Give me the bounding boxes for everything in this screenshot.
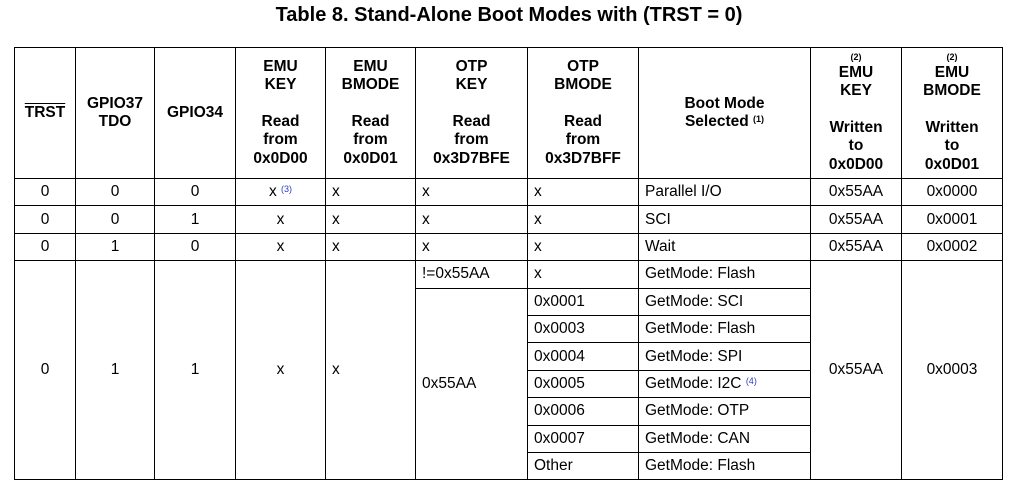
header-trst: TRST [15, 48, 76, 179]
footnote-ref-1: (1) [753, 114, 765, 124]
cell-otp-key: x [416, 233, 528, 260]
cell-emu-key: x $^{(3)}$ [236, 179, 326, 206]
cell-boot-mode: GetMode: SCI [639, 288, 811, 315]
boot-modes-table [14, 47, 1003, 480]
cell-otp-bmode: 0x0003 [528, 315, 639, 342]
cell-otp-key: x [416, 179, 528, 206]
cell-boot-mode: GetMode: SPI [639, 343, 811, 370]
cell-emu-key: x [236, 206, 326, 233]
table-row [15, 206, 1003, 233]
header-gpio37: GPIO37 TDO [76, 48, 155, 179]
cell-gpio34: 0 [155, 179, 236, 206]
cell-otp-bmode: x [528, 206, 639, 233]
cell-boot-mode: Wait [639, 233, 811, 260]
cell-boot-mode: Parallel I/O [639, 179, 811, 206]
footnote-ref-3: (3) [281, 184, 293, 195]
cell-otp-bmode: x [528, 233, 639, 260]
cell-trst: 0 [15, 206, 76, 233]
cell-emu-key: x [236, 261, 326, 480]
cell-otp-key: !=0x55AA [416, 261, 528, 288]
cell-boot-mode: GetMode: OTP [639, 398, 811, 425]
cell-gpio34: 1 [155, 206, 236, 233]
cell-otp-bmode: 0x0004 [528, 343, 639, 370]
table-row [15, 233, 1003, 260]
cell-emu-bmode: x [326, 179, 416, 206]
cell-emu-key-written: 0x55AA [811, 261, 902, 480]
cell-otp-bmode: x [528, 261, 639, 288]
cell-emu-bmode: x [326, 206, 416, 233]
cell-gpio34: 1 [155, 261, 236, 480]
header-gpio34: GPIO34 [155, 48, 236, 179]
header-emu-key-written: (2) EMU KEY Written to 0x0D00 [811, 48, 902, 179]
table-row [15, 179, 1003, 206]
cell-otp-bmode: x [528, 179, 639, 206]
cell-otp-bmode: Other [528, 452, 639, 479]
cell-emu-key-written: 0x55AA [811, 179, 902, 206]
cell-trst: 0 [15, 179, 76, 206]
cell-boot-mode: GetMode: I2C $^{(4)}$ [639, 370, 811, 397]
header-boot-mode: Boot Mode Selected $^{(1)}$ [639, 48, 811, 179]
cell-boot-mode: GetMode: Flash [639, 261, 811, 288]
cell-emu-bmode-written: 0x0002 [902, 233, 1003, 260]
footnote-ref-2b: (2) [946, 51, 958, 62]
cell-gpio37: 1 [76, 233, 155, 260]
cell-gpio37: 1 [76, 261, 155, 480]
cell-trst: 0 [15, 261, 76, 480]
cell-otp-bmode: 0x0005 [528, 370, 639, 397]
header-otp-key: OTP KEY Read from 0x3D7BFE [416, 48, 528, 179]
cell-otp-key: 0x55AA [416, 288, 528, 480]
cell-emu-bmode-written: 0x0001 [902, 206, 1003, 233]
table-title: Table 8. Stand-Alone Boot Modes with (TRST = 0) [275, 4, 743, 26]
footnote-ref-2: (2) [850, 51, 862, 62]
cell-emu-bmode: x [326, 261, 416, 480]
header-emu-bmode: EMU BMODE Read from 0x0D01 [326, 48, 416, 179]
cell-otp-bmode: 0x0006 [528, 398, 639, 425]
cell-boot-mode: SCI [639, 206, 811, 233]
table-row [15, 261, 1003, 288]
cell-otp-bmode: 0x0001 [528, 288, 639, 315]
cell-gpio34: 0 [155, 233, 236, 260]
header-emu-bmode-written: (2) EMU BMODE Written to 0x0D01 [902, 48, 1003, 179]
cell-emu-key-written: 0x55AA [811, 233, 902, 260]
cell-emu-bmode-written: 0x0003 [902, 261, 1003, 480]
footnote-ref-4: (4) [745, 375, 757, 386]
cell-emu-bmode-written: 0x0000 [902, 179, 1003, 206]
cell-gpio37: 0 [76, 179, 155, 206]
header-emu-key: EMU KEY Read from 0x0D00 [236, 48, 326, 179]
cell-emu-bmode: x [326, 233, 416, 260]
header-row [15, 48, 1003, 179]
cell-emu-key-written: 0x55AA [811, 206, 902, 233]
cell-otp-bmode: 0x0007 [528, 425, 639, 452]
cell-emu-key: x [236, 233, 326, 260]
cell-gpio37: 0 [76, 206, 155, 233]
header-otp-bmode: OTP BMODE Read from 0x3D7BFF [528, 48, 639, 179]
cell-boot-mode: GetMode: Flash [639, 315, 811, 342]
cell-trst: 0 [15, 233, 76, 260]
cell-boot-mode: GetMode: Flash [639, 452, 811, 479]
cell-otp-key: x [416, 206, 528, 233]
cell-boot-mode: GetMode: CAN [639, 425, 811, 452]
